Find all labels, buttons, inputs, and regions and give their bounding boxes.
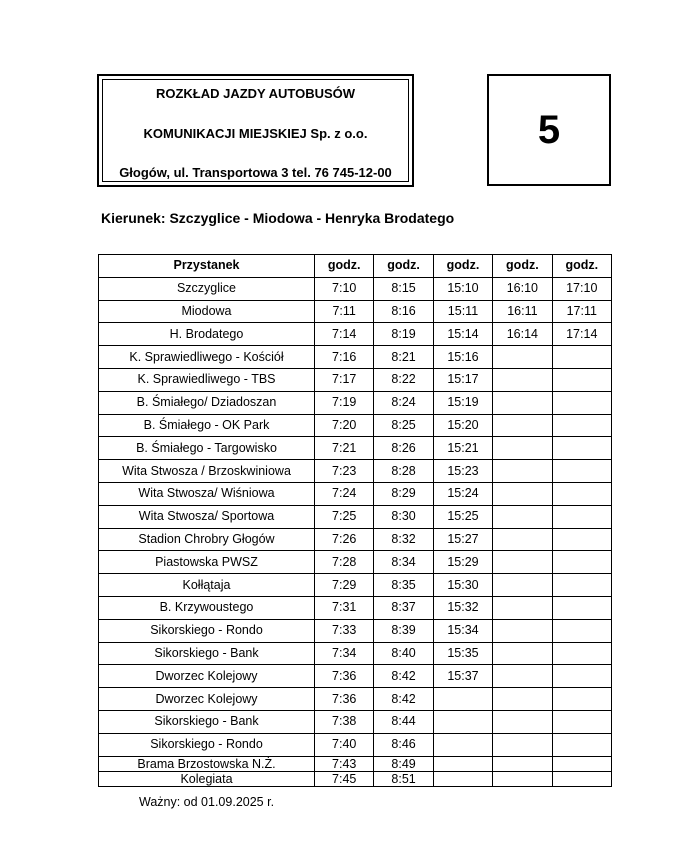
departure-time-cell: 7:25 (315, 505, 374, 528)
stop-name-cell: Dworzec Kolejowy (99, 665, 315, 688)
departure-time-cell: 7:21 (315, 437, 374, 460)
table-row (99, 688, 612, 711)
table-row (99, 414, 612, 437)
stop-name-cell: K. Sprawiedliwego - Kościół (99, 346, 315, 369)
stop-name-cell: Wita Stwosza/ Wiśniowa (99, 482, 315, 505)
departure-time-cell (493, 771, 552, 786)
departure-time-cell (493, 460, 552, 483)
stop-name-cell: Wita Stwosza / Brzoskwiniowa (99, 460, 315, 483)
table-header-row (99, 255, 612, 278)
departure-time-cell (552, 574, 611, 597)
table-row (99, 710, 612, 733)
table-row (99, 368, 612, 391)
departure-time-cell: 8:49 (374, 756, 433, 771)
departure-time-cell: 8:25 (374, 414, 433, 437)
departure-time-cell (433, 710, 492, 733)
departure-time-cell: 7:43 (315, 756, 374, 771)
departure-time-cell (552, 665, 611, 688)
departure-time-cell: 7:31 (315, 596, 374, 619)
departure-time-cell: 8:34 (374, 551, 433, 574)
departure-time-cell: 15:37 (433, 665, 492, 688)
departure-time-cell: 15:20 (433, 414, 492, 437)
stop-name-cell: Szczyglice (99, 277, 315, 300)
column-header-time: godz. (493, 255, 552, 278)
departure-time-cell: 8:32 (374, 528, 433, 551)
departure-time-cell: 7:34 (315, 642, 374, 665)
stop-name-cell: H. Brodatego (99, 323, 315, 346)
departure-time-cell: 15:24 (433, 482, 492, 505)
departure-time-cell: 17:14 (552, 323, 611, 346)
departure-time-cell: 8:16 (374, 300, 433, 323)
departure-time-cell: 7:14 (315, 323, 374, 346)
departure-time-cell: 8:51 (374, 771, 433, 786)
stop-name-cell: Sikorskiego - Rondo (99, 733, 315, 756)
departure-time-cell (433, 771, 492, 786)
departure-time-cell: 15:32 (433, 596, 492, 619)
table-row (99, 642, 612, 665)
departure-time-cell (552, 642, 611, 665)
stop-name-cell: Wita Stwosza/ Sportowa (99, 505, 315, 528)
departure-time-cell (552, 505, 611, 528)
departure-time-cell (552, 437, 611, 460)
valid-from-note: Ważny: od 01.09.2025 r. (139, 795, 275, 809)
column-header-time: godz. (433, 255, 492, 278)
header-box (97, 74, 414, 187)
stop-name-cell: Sikorskiego - Rondo (99, 619, 315, 642)
departure-time-cell: 15:11 (433, 300, 492, 323)
departure-time-cell: 7:10 (315, 277, 374, 300)
departure-time-cell (552, 482, 611, 505)
departure-time-cell (552, 391, 611, 414)
departure-time-cell (493, 665, 552, 688)
departure-time-cell: 8:44 (374, 710, 433, 733)
departure-time-cell (552, 710, 611, 733)
header-inner-frame (102, 79, 409, 182)
departure-time-cell: 15:35 (433, 642, 492, 665)
departure-time-cell: 8:26 (374, 437, 433, 460)
departure-time-cell (493, 574, 552, 597)
stop-name-cell: K. Sprawiedliwego - TBS (99, 368, 315, 391)
direction-label: Kierunek: Szczyglice - Miodowa - Henryka Brodatego (101, 210, 455, 226)
departure-time-cell: 8:46 (374, 733, 433, 756)
departure-time-cell (493, 346, 552, 369)
departure-time-cell (552, 528, 611, 551)
departure-time-cell: 15:23 (433, 460, 492, 483)
stop-name-cell: Brama Brzostowska N.Ż. (99, 756, 315, 771)
stop-name-cell: Piastowska PWSZ (99, 551, 315, 574)
departure-time-cell: 15:17 (433, 368, 492, 391)
stop-name-cell: Kołłątaja (99, 574, 315, 597)
table-row (99, 665, 612, 688)
departure-time-cell: 17:10 (552, 277, 611, 300)
departure-time-cell: 8:42 (374, 688, 433, 711)
departure-time-cell (552, 414, 611, 437)
table-row (99, 323, 612, 346)
departure-time-cell (552, 771, 611, 786)
table-row (99, 460, 612, 483)
table-row (99, 596, 612, 619)
departure-time-cell: 8:28 (374, 460, 433, 483)
stop-name-cell: Stadion Chrobry Głogów (99, 528, 315, 551)
table-row (99, 771, 612, 786)
departure-time-cell: 8:29 (374, 482, 433, 505)
departure-time-cell: 8:39 (374, 619, 433, 642)
departure-time-cell (433, 688, 492, 711)
line-number: 5 (537, 107, 561, 152)
departure-time-cell: 7:19 (315, 391, 374, 414)
departure-time-cell: 16:14 (493, 323, 552, 346)
departure-time-cell: 15:29 (433, 551, 492, 574)
departure-time-cell (433, 756, 492, 771)
stop-name-cell: B. Śmiałego/ Dziadoszan (99, 391, 315, 414)
departure-time-cell: 8:19 (374, 323, 433, 346)
departure-time-cell: 7:26 (315, 528, 374, 551)
column-header-time: godz. (374, 255, 433, 278)
departure-time-cell (493, 391, 552, 414)
departure-time-cell: 8:21 (374, 346, 433, 369)
departure-time-cell (493, 733, 552, 756)
departure-time-cell (493, 551, 552, 574)
table-row (99, 482, 612, 505)
departure-time-cell (552, 368, 611, 391)
table-row (99, 391, 612, 414)
stop-name-cell: Sikorskiego - Bank (99, 710, 315, 733)
departure-time-cell (552, 733, 611, 756)
departure-time-cell (552, 460, 611, 483)
departure-time-cell (493, 528, 552, 551)
departure-time-cell: 15:25 (433, 505, 492, 528)
departure-time-cell: 7:20 (315, 414, 374, 437)
departure-time-cell (493, 437, 552, 460)
departure-time-cell: 7:29 (315, 574, 374, 597)
table-row (99, 756, 612, 771)
departure-time-cell: 16:11 (493, 300, 552, 323)
departure-time-cell (493, 642, 552, 665)
timetable-body (99, 277, 612, 786)
departure-time-cell: 15:10 (433, 277, 492, 300)
column-header-time: godz. (315, 255, 374, 278)
stop-name-cell: B. Śmiałego - OK Park (99, 414, 315, 437)
departure-time-cell (493, 505, 552, 528)
departure-time-cell (493, 596, 552, 619)
departure-time-cell (493, 414, 552, 437)
table-row (99, 733, 612, 756)
header-title: ROZKŁAD JAZDY AUTOBUSÓW (155, 86, 356, 101)
table-row (99, 619, 612, 642)
column-header-stop: Przystanek (99, 255, 315, 278)
departure-time-cell (493, 368, 552, 391)
departure-time-cell (552, 619, 611, 642)
header-company: KOMUNIKACJI MIEJSKIEJ Sp. z o.o. (143, 126, 368, 141)
departure-time-cell: 15:30 (433, 574, 492, 597)
stop-name-cell: Kolegiata (99, 771, 315, 786)
departure-time-cell: 7:11 (315, 300, 374, 323)
table-row (99, 277, 612, 300)
table-row (99, 437, 612, 460)
departure-time-cell: 7:33 (315, 619, 374, 642)
stop-name-cell: B. Śmiałego - Targowisko (99, 437, 315, 460)
departure-time-cell: 15:19 (433, 391, 492, 414)
departure-time-cell: 7:36 (315, 665, 374, 688)
departure-time-cell: 8:42 (374, 665, 433, 688)
departure-time-cell: 15:21 (433, 437, 492, 460)
stop-name-cell: Dworzec Kolejowy (99, 688, 315, 711)
departure-time-cell: 15:16 (433, 346, 492, 369)
departure-time-cell: 7:28 (315, 551, 374, 574)
departure-time-cell: 16:10 (493, 277, 552, 300)
column-header-time: godz. (552, 255, 611, 278)
departure-time-cell: 15:14 (433, 323, 492, 346)
departure-time-cell: 8:24 (374, 391, 433, 414)
departure-time-cell: 7:40 (315, 733, 374, 756)
departure-time-cell (552, 756, 611, 771)
departure-time-cell: 8:40 (374, 642, 433, 665)
departure-time-cell: 15:27 (433, 528, 492, 551)
table-row (99, 574, 612, 597)
stop-name-cell: Miodowa (99, 300, 315, 323)
departure-time-cell: 7:17 (315, 368, 374, 391)
departure-time-cell: 7:24 (315, 482, 374, 505)
departure-time-cell: 15:34 (433, 619, 492, 642)
table-row (99, 300, 612, 323)
departure-time-cell: 7:23 (315, 460, 374, 483)
departure-time-cell (493, 756, 552, 771)
table-row (99, 528, 612, 551)
departure-time-cell (493, 710, 552, 733)
departure-time-cell: 8:35 (374, 574, 433, 597)
departure-time-cell: 17:11 (552, 300, 611, 323)
departure-time-cell (552, 346, 611, 369)
stop-name-cell: Sikorskiego - Bank (99, 642, 315, 665)
timetable (98, 254, 612, 787)
departure-time-cell (552, 551, 611, 574)
departure-time-cell (493, 619, 552, 642)
departure-time-cell: 7:38 (315, 710, 374, 733)
departure-time-cell: 7:36 (315, 688, 374, 711)
departure-time-cell: 7:16 (315, 346, 374, 369)
departure-time-cell: 7:45 (315, 771, 374, 786)
table-row (99, 346, 612, 369)
departure-time-cell: 8:15 (374, 277, 433, 300)
line-number-box (487, 74, 611, 186)
departure-time-cell (552, 596, 611, 619)
departure-time-cell (493, 688, 552, 711)
departure-time-cell (552, 688, 611, 711)
stop-name-cell: B. Krzywoustego (99, 596, 315, 619)
header-address: Głogów, ul. Transportowa 3 tel. 76 745-12-00 (119, 165, 392, 180)
departure-time-cell: 8:30 (374, 505, 433, 528)
departure-time-cell (493, 482, 552, 505)
departure-time-cell: 8:37 (374, 596, 433, 619)
departure-time-cell: 8:22 (374, 368, 433, 391)
departure-time-cell (433, 733, 492, 756)
table-row (99, 551, 612, 574)
table-row (99, 505, 612, 528)
